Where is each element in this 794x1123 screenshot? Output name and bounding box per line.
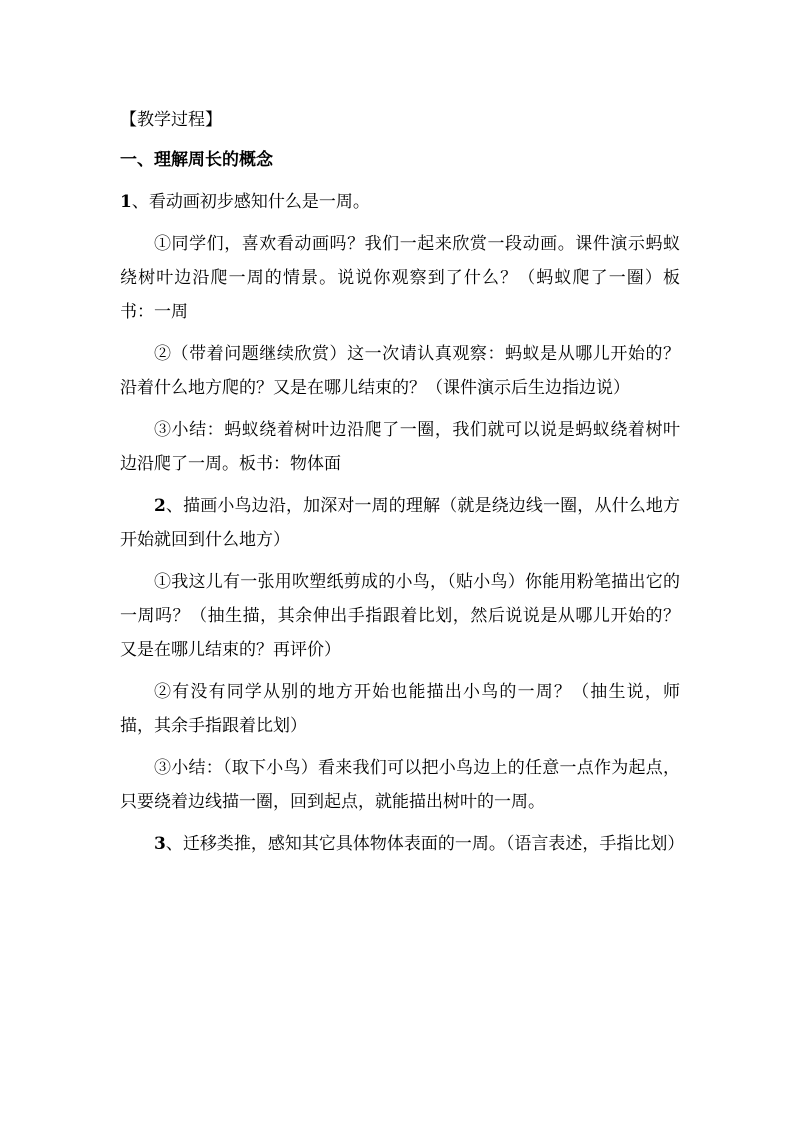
step-1-title	[120, 185, 680, 219]
paragraph-6: ③小结：（取下小鸟）看来我们可以把小鸟边上的任意一点作为起点，只要绕着边线描一圈，回到起点，就能描出树叶的一周。	[120, 758, 680, 812]
step-1-text: 、看动画初步感知什么是一周。	[131, 192, 370, 212]
step-2-text: 、描画小鸟边沿，加深对一周的理解（就是绕边线一圈，从什么地方开始就回到什么地方）	[120, 496, 680, 550]
step-2-title	[120, 489, 680, 557]
section-label: 【教学过程】	[120, 110, 222, 130]
document-body	[120, 103, 685, 861]
step-3-title	[120, 827, 685, 861]
paragraph-5: ②有没有同学从别的地方开始也能描出小鸟的一周？（抽生说，师描，其余手指跟着比划）	[120, 682, 680, 736]
step-3-text: 、迁移类推，感知其它具体物体表面的一周。（语言表述，手指比划）	[165, 834, 685, 854]
paragraph-1: ①同学们，喜欢看动画吗？我们一起来欣赏一段动画。课件演示蚂蚁绕树叶边沿爬一周的情景。说说你观察到了什么？（蚂蚁爬了一圈）板书：一周	[120, 234, 680, 322]
paragraph-4: ①我这儿有一张用吹塑纸剪成的小鸟，（贴小鸟）你能用粉笔描出它的一周吗？（抽生描，其余伸出手指跟着比划，然后说说是从哪儿开始的？又是在哪儿结束的？再评价）	[120, 572, 680, 660]
paragraph-3: ③小结：蚂蚁绕着树叶边沿爬了一圈，我们就可以说是蚂蚁绕着树叶边沿爬了一周。板书：物体面	[120, 420, 680, 474]
section-heading: 一、理解周长的概念	[120, 150, 273, 170]
step-1-number: 1	[120, 192, 132, 212]
step-3-number: 3	[154, 834, 166, 854]
step-2-number: 2	[154, 496, 166, 516]
paragraph-2: ②（带着问题继续欣赏）这一次请认真观察：蚂蚁是从哪儿开始的？沿着什么地方爬的？又是在哪儿结束的？（课件演示后生边指边说）	[120, 344, 680, 398]
